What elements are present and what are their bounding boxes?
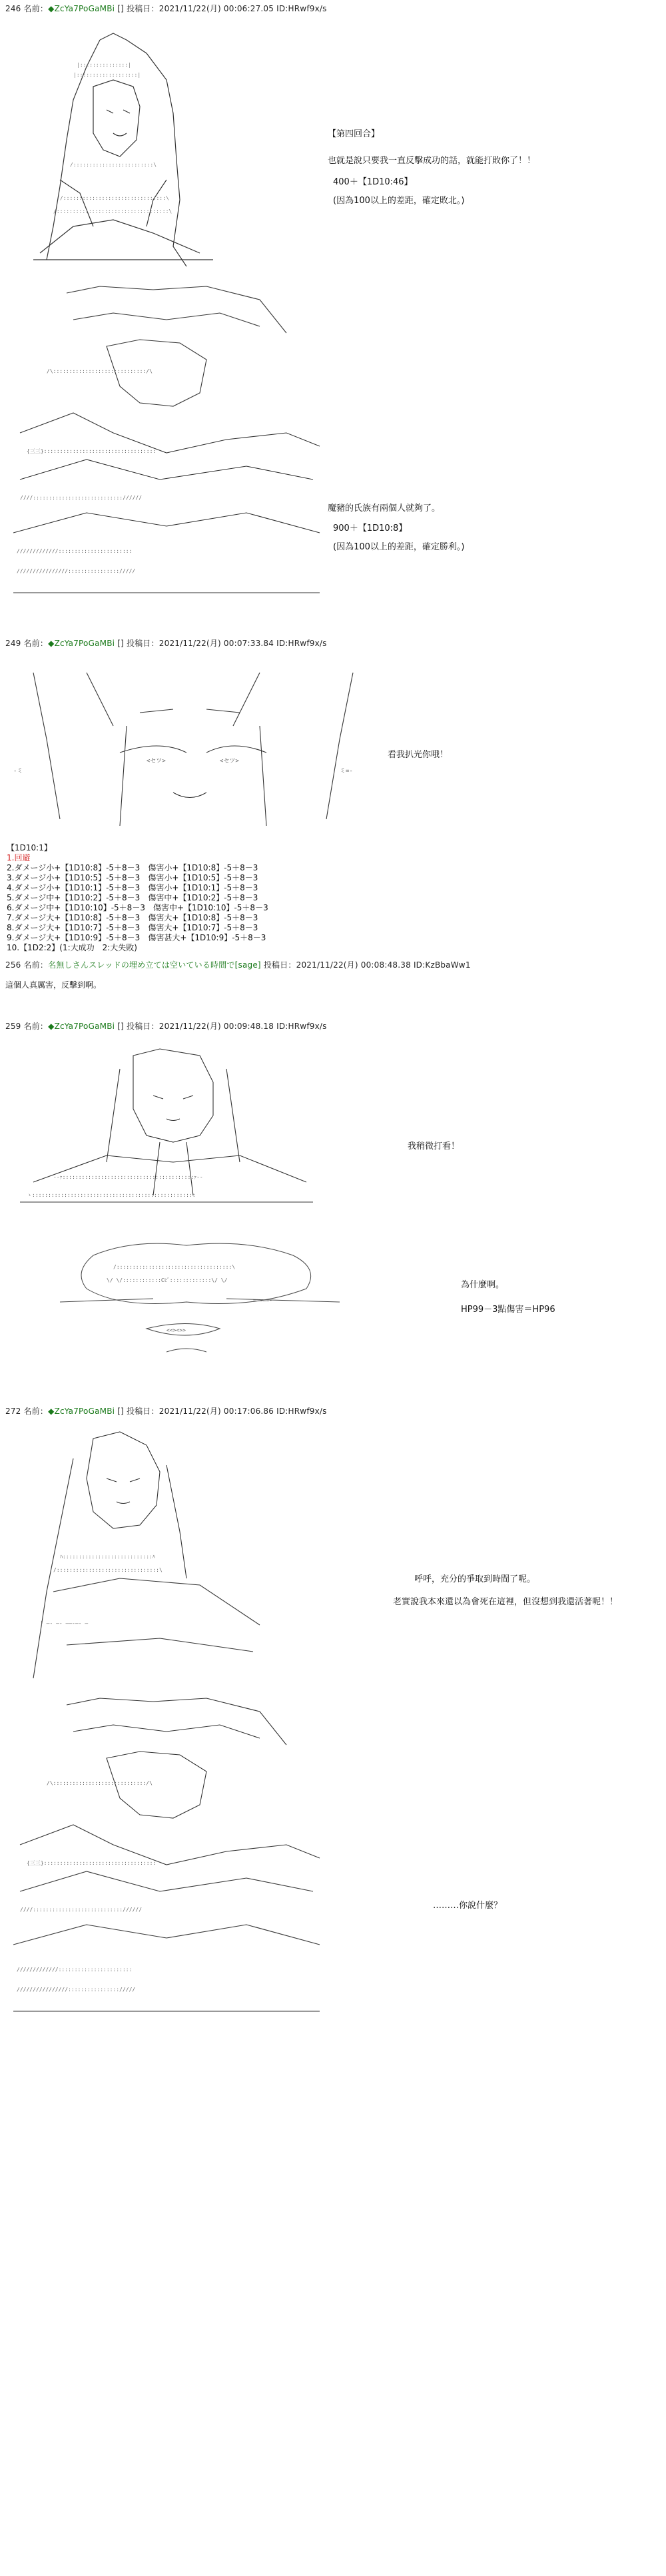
dice-option: 4.ダメージ小+【1D10:1】-5＋8－3 傷害小+【1D10:1】-5＋8－3 (7, 883, 258, 892)
name-label: 名前： (23, 1022, 49, 1031)
name-label: 名前： (23, 639, 49, 648)
ascii-art-face-closeup (7, 659, 380, 839)
name-label: 名前： (23, 1407, 49, 1416)
name-label: 名前： (23, 4, 49, 13)
post-text: 呼呼，充分的爭取到時間了呢。 (414, 1574, 536, 1584)
svg-text:////::::::::::::::::::::::::::: ////::::::::::::::::::::::::::::////// (20, 1907, 143, 1913)
svg-text:ミ=-: ミ=- (340, 768, 353, 775)
svg-text:////////////////::::::::::::::: ////////////////::::::::::::::::///// (17, 1987, 136, 1993)
poster-trip[interactable]: ◆ZcYa7PoGaMBi (48, 1022, 115, 1031)
poster-trip[interactable]: ◆ZcYa7PoGaMBi (48, 639, 115, 648)
post-meta: [] 投稿日：2021/11/22(月) 00:17:06.86 ID:HRwf9x/s (117, 1407, 327, 1416)
post-text: (因為100以上的差距，確定敗北。) (333, 196, 465, 206)
svg-text:ゝ:::::::::::::::::::::::::::::: ゝ::::::::::::::::::::::::::::::::::::::::::::::::::: (27, 1192, 196, 1198)
svg-text:/:::::::::::::::::::::::::::::: /:::::::::::::::::::::::::::::::::::\ (53, 208, 172, 214)
svg-text:\/ \/::::::::::::Cﾋﾞ::::::::::: \/ \/::::::::::::Cﾋﾞ:::::::::::::\/ \/ (107, 1277, 228, 1283)
post-text: ………你說什麼？ (433, 1901, 503, 1911)
svg-text:-ミ: -ミ (13, 768, 23, 775)
svg-text:/:::::::::::::::::::::::::::::: /::::::::::::::::::::::::::::::::\ (60, 195, 169, 201)
post-header (5, 1020, 327, 1032)
ascii-art-group-1 (7, 280, 326, 626)
svg-text:|:::::::::::::::::::|: |:::::::::::::::::::| (73, 72, 141, 78)
svg-text:/:::::::::::::::::::::::::\: /:::::::::::::::::::::::::\ (70, 162, 157, 168)
svg-text:/:::::::::::::::::::::::::::::: /::::::::::::::::::::::::::::::::\ (53, 1567, 163, 1573)
round-label: 【第四回合】 (328, 129, 380, 139)
hp-calc: HP99－3點傷害＝HP96 (461, 1305, 555, 1315)
dice-option: 9.ダメージ大+【1D10:9】-5＋8－3 傷害甚大+【1D10:9】-5＋8－3 (7, 933, 266, 942)
dice-roll: 900＋【1D10:8】 (333, 523, 408, 533)
poster-trip[interactable]: ◆ZcYa7PoGaMBi (48, 4, 115, 13)
svg-text:|:::::::::::::::|: |:::::::::::::::| (77, 62, 131, 68)
dice-option: 5.ダメージ中+【1D10:2】-5＋8－3 傷害中+【1D10:2】-5＋8－3 (7, 893, 258, 902)
dice-option: 3.ダメージ小+【1D10:5】-5＋8－3 傷害小+【1D10:5】-5＋8－3 (7, 873, 258, 882)
poster-trip[interactable]: ◆ZcYa7PoGaMBi (48, 1407, 115, 1416)
dice-roll: 400＋【1D10:46】 (333, 177, 413, 187)
svg-text:/\::::::::::::::::::::::::::::: /\:::::::::::::::::::::::::::::/\ (47, 1780, 153, 1786)
svg-text:-‐ｧ:::::::::::::::::::::::::::: -‐ｧ:::::::::::::::::::::::::::::::::::::::::ｧ‐- (53, 1174, 203, 1180)
ascii-art-girl-2 (13, 1042, 320, 1215)
svg-text:<セツ>: <セツ> (220, 758, 239, 765)
svg-text:<セツ>: <セツ> (147, 758, 166, 765)
svg-text://///////////:::::::::::::::::: /////////////::::::::::::::::::::::: (17, 548, 133, 554)
post-number: 272 (5, 1407, 21, 1416)
post-text: 也就是說只要我一直反擊成功的話，就能打敗你了！！ (328, 156, 536, 166)
svg-text:{三三}::::::::::::::::::::::::::: {三三}::::::::::::::::::::::::::::::::::: (27, 448, 157, 454)
dice-option: 7.ダメージ大+【1D10:8】-5＋8－3 傷害大+【1D10:8】-5＋8－3 (7, 913, 258, 922)
post-text: 看我扒光你哦！ (388, 750, 449, 760)
post-number: 249 (5, 639, 21, 648)
ascii-art-girl-3 (13, 1425, 280, 1692)
post-meta: [] 投稿日：2021/11/22(月) 00:09:48.18 ID:HRwf9x/s (117, 1022, 327, 1031)
svg-text:ﾊ::::::::::::::::::::::::::::ﾊ: ﾊ::::::::::::::::::::::::::::ﾊ (60, 1554, 155, 1560)
post-number: 259 (5, 1022, 21, 1031)
svg-text:/\::::::::::::::::::::::::::::: /\:::::::::::::::::::::::::::::/\ (47, 368, 153, 374)
post-meta: 投稿日：2021/11/22(月) 00:08:48.38 ID:KzBbaWw1 (263, 960, 471, 970)
svg-text:////::::::::::::::::::::::::::: ////::::::::::::::::::::::::::::////// (20, 495, 143, 501)
post-number: 246 (5, 4, 21, 13)
post-text: 為什麼啊。 (461, 1280, 505, 1290)
post-header (5, 959, 471, 970)
ascii-art-girl-1 (13, 27, 233, 280)
ascii-art-group-2 (7, 1692, 326, 2038)
dice-option: 6.ダメージ中+【1D10:10】-5＋8－3 傷害中+【1D10:10】-5＋8－3 (7, 903, 268, 912)
post-text: (因為100以上的差距，確定勝利。) (333, 542, 465, 552)
svg-text:/:::::::::::::::::::::::::::::: /::::::::::::::::::::::::::::::::::::\ (113, 1264, 236, 1270)
svg-text://///////////:::::::::::::::::: /////////////::::::::::::::::::::::: (17, 1967, 133, 1973)
ascii-art-impact (53, 1235, 346, 1359)
svg-text:////////////////::::::::::::::: ////////////////::::::::::::::::///// (17, 568, 136, 574)
post-meta: [] 投稿日：2021/11/22(月) 00:07:33.84 ID:HRwf9x/s (117, 639, 327, 648)
name-label: 名前： (23, 960, 49, 970)
svg-text:{三三}::::::::::::::::::::::::::: {三三}::::::::::::::::::::::::::::::::::: (27, 1860, 157, 1866)
dice-table (7, 843, 268, 953)
post-text: 我稍微打看！ (408, 1141, 460, 1151)
dice-option: 8.ダメージ大+【1D10:7】-5＋8－3 傷害大+【1D10:7】-5＋8－3 (7, 923, 258, 932)
post-header (5, 637, 327, 649)
svg-text:<<><>>: <<><>> (166, 1327, 186, 1333)
dice-option: 10.【1D2:2】(1:大成功 2:大失敗) (7, 943, 137, 952)
dice-option-selected: 1.回避 (7, 853, 31, 862)
dice-result: 【1D10:1】 (7, 843, 52, 852)
post-text: 這個人真厲害，反擊到啊。 (5, 980, 102, 990)
post-header (5, 1405, 327, 1417)
post-meta: [] 投稿日：2021/11/22(月) 00:06:27.05 ID:HRwf9x/s (117, 4, 327, 13)
poster-name[interactable]: 名無しさんスレッドの埋め立ては空いている時間で[sage] (48, 960, 261, 970)
post-number: 256 (5, 960, 21, 970)
post-text: 魔豬的氏族有兩個人就夠了。 (328, 503, 441, 513)
svg-text:=====-: =====- (253, 1297, 272, 1303)
post-header (5, 3, 327, 14)
post-text: 老實說我本來還以為會死在這裡，但沒想到我還活著呢！！ (393, 1597, 619, 1607)
svg-text:| ―‐ ―‐ ――‐―‐ ―: | ―‐ ―‐ ――‐―‐ ― (40, 1620, 89, 1626)
dice-option: 2.ダメージ小+【1D10:8】-5＋8－3 傷害小+【1D10:8】-5＋8－3 (7, 863, 258, 872)
